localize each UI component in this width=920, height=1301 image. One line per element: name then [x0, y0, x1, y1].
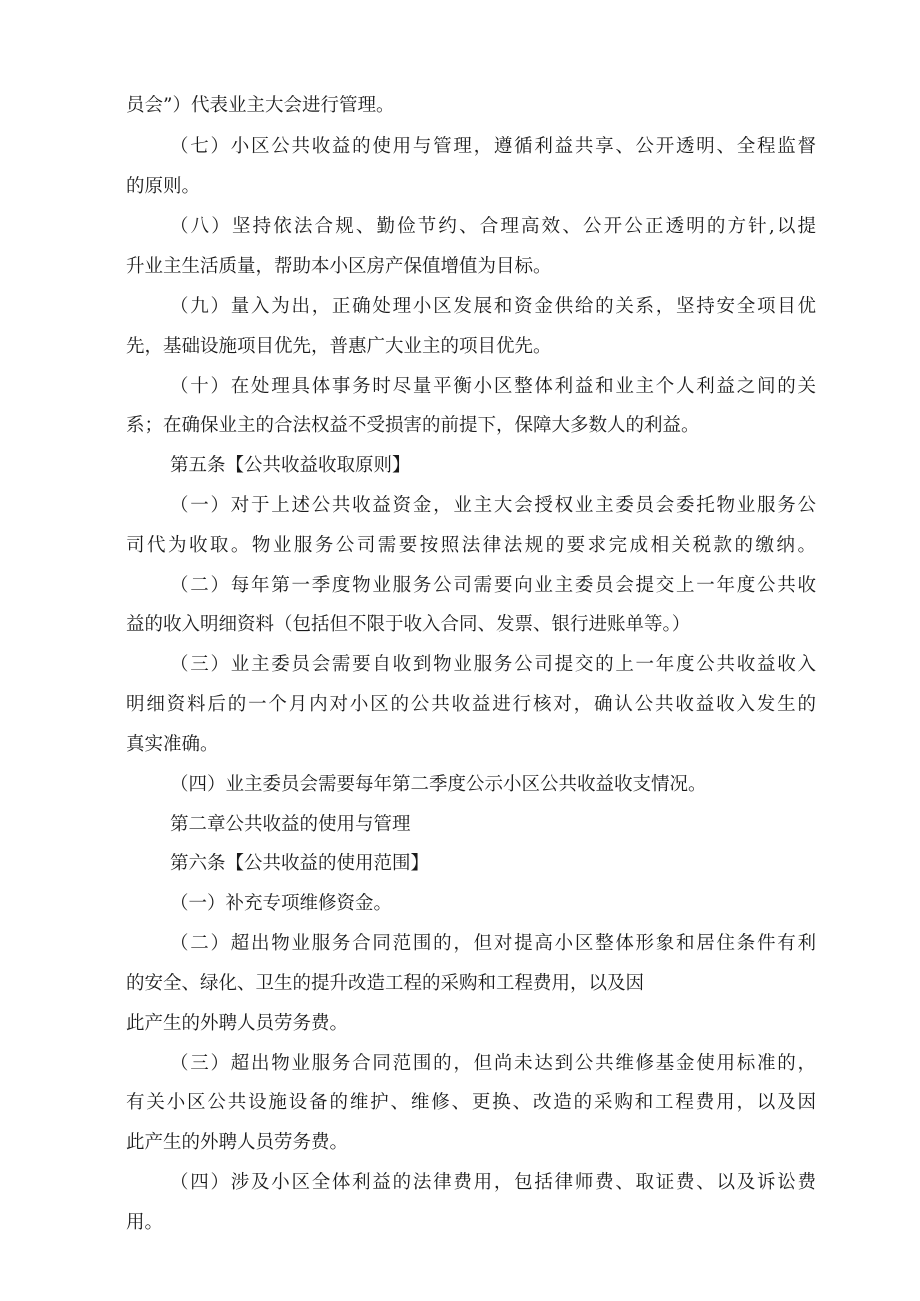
article-5-item-2-line-1: （二）每年第一季度物业服务公司需要向业主委员会提交上一年度公共收: [170, 575, 816, 596]
paragraph-9-line-1: （九）量入为出，正确处理小区发展和资金供给的关系，坚持安全项目优: [170, 296, 816, 317]
article-6-item-3-line-3: 此产生的外聘人员劳务费。: [126, 1132, 349, 1153]
article-5-item-1-line-1: （一）对于上述公共收益资金，业主大会授权业主委员会委托物业服务公: [170, 495, 816, 516]
paragraph-7-line-2: 的原则。: [126, 176, 201, 197]
chapter-2-heading: 第二章公共收益的使用与管理: [170, 814, 411, 835]
article-6-item-2-line-3: 此产生的外聘人员劳务费。: [126, 1013, 349, 1034]
article-6-heading: 第六条【公共收益的使用范围】: [170, 853, 430, 874]
article-5-item-3-line-1: （三）业主委员会需要自收到物业服务公司提交的上一年度公共收益收入: [170, 654, 816, 675]
article-5-heading: 第五条【公共收益收取原则】: [170, 455, 411, 476]
paragraph-7-line-1: （七）小区公共收益的使用与管理，遵循利益共享、公开透明、全程监督: [170, 136, 816, 157]
article-6-item-2-line-1: （二）超出物业服务合同范围的，但对提高小区整体形象和居住条件有利: [170, 933, 816, 954]
paragraph-10-line-1: （十）在处理具体事务时尽量平衡小区整体利益和业主个人利益之间的关: [170, 376, 816, 397]
paragraph-10-line-2: 系；在确保业主的合法权益不受损害的前提下，保障大多数人的利益。: [126, 415, 700, 436]
article-6-item-3-line-2: 有关小区公共设施设备的维护、维修、更换、改造的采购和工程费用，以及因: [126, 1092, 816, 1113]
article-5-item-2-line-2: 益的收入明细资料（包括但不限于收入合同、发票、银行进账单等。）: [126, 614, 691, 635]
article-5-item-4: （四）业主委员会需要每年第二季度公示小区公共收益收支情况。: [170, 774, 707, 795]
paragraph-9-line-2: 先，基础设施项目优先，普惠广大业主的项目优先。: [126, 336, 552, 357]
article-6-item-4-line-2: 用。: [126, 1212, 164, 1233]
article-5-item-1-line-2: 司代为收取。物业服务公司需要按照法律法规的要求完成相关税款的缴纳。: [126, 535, 816, 556]
article-6-item-2-line-2: 的安全、绿化、卫生的提升改造工程的采购和工程费用，以及因: [126, 973, 645, 994]
article-6-item-4-line-1: （四）涉及小区全体利益的法律费用，包括律师费、取证费、以及诉讼费: [170, 1172, 816, 1193]
article-6-item-1: （一）补充专项维修资金。: [170, 893, 393, 914]
article-6-item-3-line-1: （三）超出物业服务合同范围的，但尚未达到公共维修基金使用标准的，: [170, 1053, 816, 1074]
paragraph-8-line-1: （八）坚持依法合规、勤俭节约、合理高效、公开公正透明的方针,以提: [170, 216, 816, 237]
article-5-item-3-line-2: 明细资料后的一个月内对小区的公共收益进行核对，确认公共收益收入发生的: [126, 694, 816, 715]
article-5-item-3-line-3: 真实准确。: [126, 734, 219, 755]
body-line: 员会”）代表业主大会进行管理。: [126, 95, 395, 116]
paragraph-8-line-2: 升业主生活质量，帮助本小区房产保值增值为目标。: [126, 256, 552, 277]
